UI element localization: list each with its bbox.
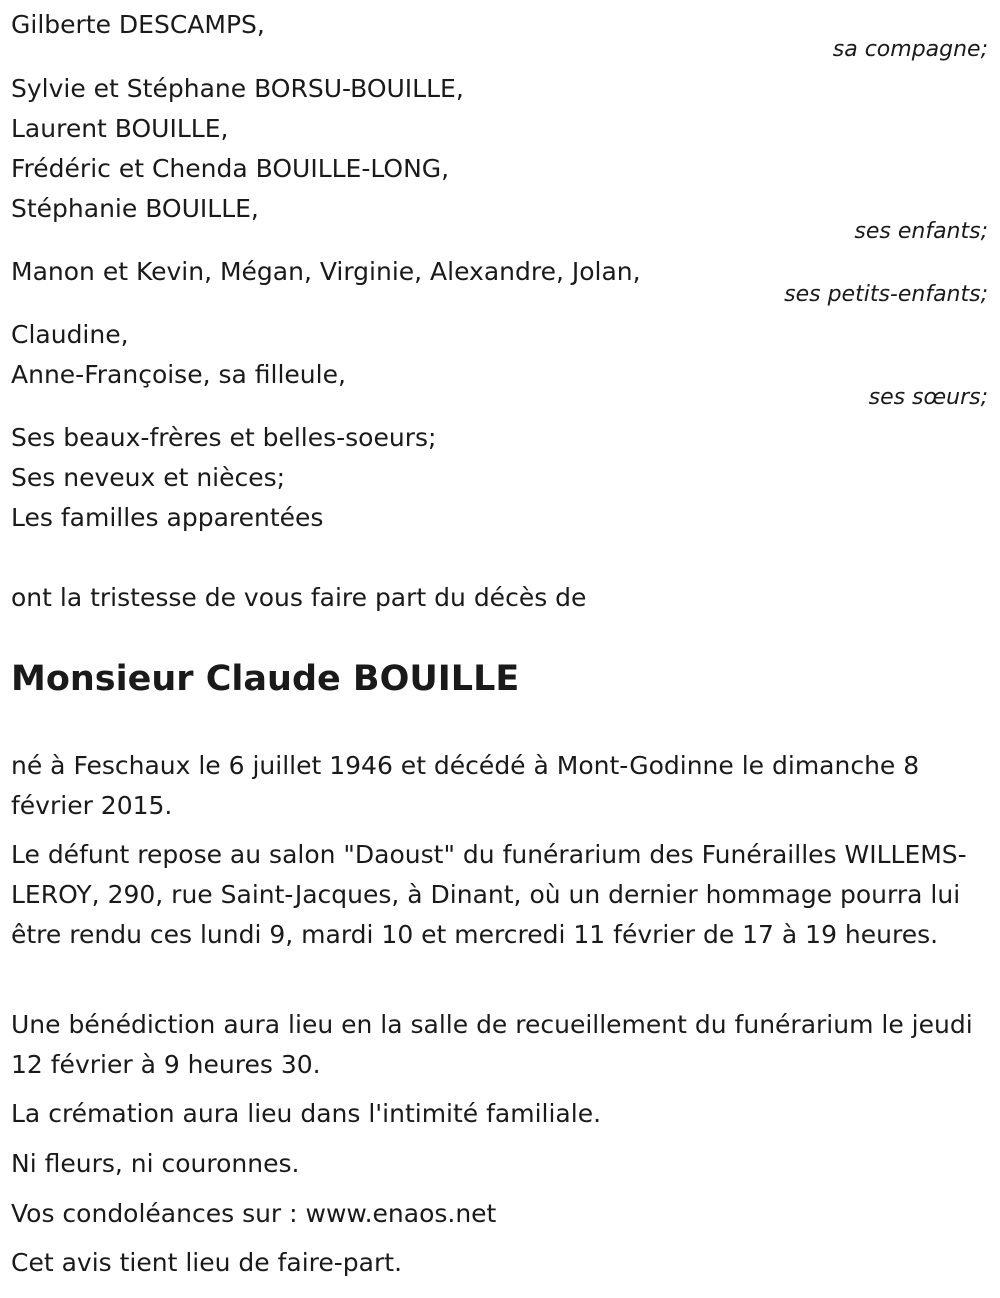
- announcement-text: ont la tristesse de vous faire part du décès de: [11, 583, 587, 612]
- partner-relation: sa compagne;: [832, 37, 988, 62]
- grandchildren-line: Manon et Kevin, Mégan, Virginie, Alexandre, Jolan,: [11, 257, 641, 286]
- child-line: Stéphanie BOUILLE,: [11, 194, 259, 223]
- birth-death-paragraph: né à Feschaux le 6 juillet 1946 et décédé à Mont-Godinne le dimanche 8 février 2015.: [11, 751, 920, 820]
- cremation-paragraph: La crémation aura lieu dans l'intimité familiale.: [11, 1099, 602, 1128]
- sister-line: Anne-Françoise, sa filleule,: [11, 360, 346, 389]
- other-family-line: Les familles apparentées: [11, 503, 324, 532]
- children-relation: ses enfants;: [854, 219, 988, 244]
- flowers-paragraph: Ni fleurs, ni couronnes.: [11, 1149, 300, 1178]
- child-line: Sylvie et Stéphane BORSU-BOUILLE,: [11, 74, 464, 103]
- sisters-relation: ses sœurs;: [868, 385, 988, 410]
- other-family-line: Ses neveux et nièces;: [11, 463, 286, 492]
- condolences-paragraph: Vos condoléances sur : www.enaos.net: [11, 1199, 497, 1228]
- grandchildren-relation: ses petits-enfants;: [784, 282, 988, 307]
- blessing-paragraph: Une bénédiction aura lieu en la salle de recueillement du funérarium le jeudi 12 février à 9 heures 30.: [11, 1010, 973, 1079]
- funerarium-paragraph: Le défunt repose au salon "Daoust" du funérarium des Funérailles WILLEMS-LEROY, 290, rue Saint-Jacques, à Dinant, où un dernier hommage pourra lui être rendu ces lundi 9, mardi 10 et mercredi 11 février de 17 à 19 heures.: [11, 840, 967, 949]
- child-line: Laurent BOUILLE,: [11, 114, 229, 143]
- partner-name: Gilberte DESCAMPS,: [11, 10, 265, 39]
- notice-paragraph: Cet avis tient lieu de faire-part.: [11, 1248, 403, 1277]
- sister-line: Claudine,: [11, 320, 129, 349]
- other-family-line: Ses beaux-frères et belles-soeurs;: [11, 423, 437, 452]
- child-line: Frédéric et Chenda BOUILLE-LONG,: [11, 154, 450, 183]
- deceased-name: Monsieur Claude BOUILLE: [11, 659, 520, 699]
